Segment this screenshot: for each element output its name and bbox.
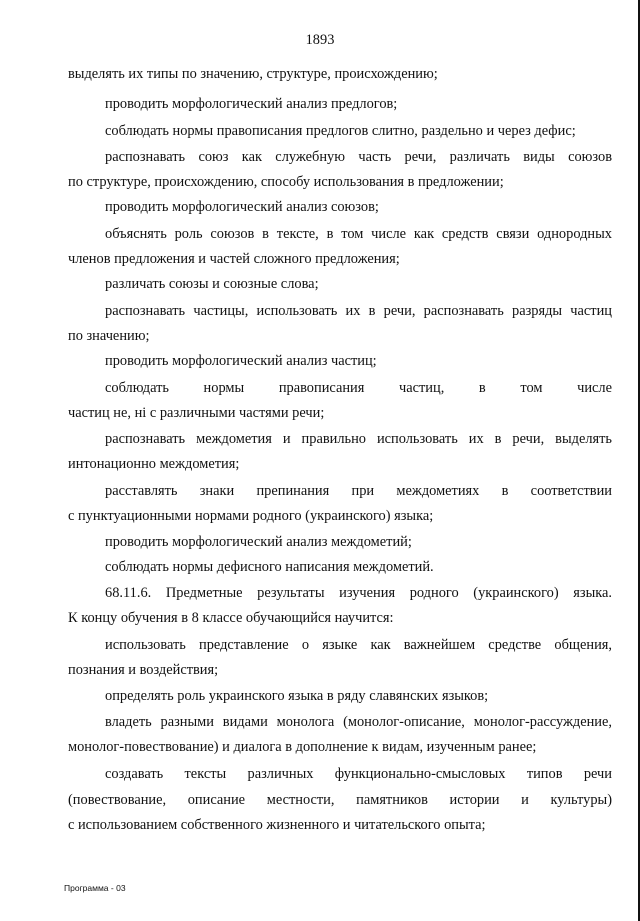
text-line-4: распознавать союз как служебную часть речи, различать виды союзов bbox=[105, 149, 612, 165]
text-line-8: членов предложения и частей сложного предложения; bbox=[68, 251, 400, 267]
text-line-13: соблюдать нормы правописания частиц, в том числе bbox=[105, 380, 612, 396]
text-line-15: распознавать междометия и правильно использовать их в речи, выделять bbox=[105, 431, 612, 447]
text-line-20: соблюдать нормы дефисного написания междометий. bbox=[105, 559, 434, 575]
page-number: 1893 bbox=[305, 32, 335, 48]
footer-label: Программа - 03 bbox=[64, 883, 126, 893]
text-line-29: (повествование, описание местности, памятников истории и культуры) bbox=[68, 792, 612, 808]
text-line-6: проводить морфологический анализ союзов; bbox=[105, 199, 379, 215]
text-line-26: владеть разными видами монолога (монолог-описание, монолог-рассуждение, bbox=[105, 714, 612, 730]
text-line-10: распознавать частицы, использовать их в речи, распознавать разряды частиц bbox=[105, 303, 612, 319]
text-line-1: выделять их типы по значению, структуре, происхождению; bbox=[68, 66, 438, 82]
text-line-11: по значению; bbox=[68, 328, 150, 344]
text-line-28: создавать тексты различных функционально-смысловых типов речи bbox=[105, 766, 612, 782]
text-line-3: соблюдать нормы правописания предлогов слитно, раздельно и через дефис; bbox=[105, 123, 576, 139]
text-line-17: расставлять знаки препинания при междометиях в соответствии bbox=[105, 483, 612, 499]
text-line-25: определять роль украинского языка в ряду славянских языков; bbox=[105, 688, 489, 704]
text-line-22: К концу обучения в 8 классе обучающийся научится: bbox=[68, 610, 394, 626]
text-line-16: интонационно междометия; bbox=[68, 456, 240, 472]
text-line-14: частиц не, ні с различными частями речи; bbox=[68, 405, 325, 421]
text-line-18: с пунктуационными нормами родного (украинского) языка; bbox=[68, 508, 434, 524]
text-line-21: 68.11.6. Предметные результаты изучения родного (украинского) языка. bbox=[105, 585, 612, 601]
text-line-23: использовать представление о языке как важнейшем средстве общения, bbox=[105, 637, 612, 653]
text-line-12: проводить морфологический анализ частиц; bbox=[105, 353, 377, 369]
text-line-27: монолог-повествование) и диалога в дополнение к видам, изученным ранее; bbox=[68, 739, 537, 755]
text-line-30: с использованием собственного жизненного и читательского опыта; bbox=[68, 817, 486, 833]
text-line-19: проводить морфологический анализ междометий; bbox=[105, 534, 412, 550]
text-line-5: по структуре, происхождению, способу использования в предложении; bbox=[68, 174, 504, 190]
text-line-2: проводить морфологический анализ предлогов; bbox=[105, 96, 398, 112]
text-line-24: познания и воздействия; bbox=[68, 662, 219, 678]
text-line-9: различать союзы и союзные слова; bbox=[105, 276, 319, 292]
text-line-7: объяснять роль союзов в тексте, в том числе как средств связи однородных bbox=[105, 226, 612, 242]
